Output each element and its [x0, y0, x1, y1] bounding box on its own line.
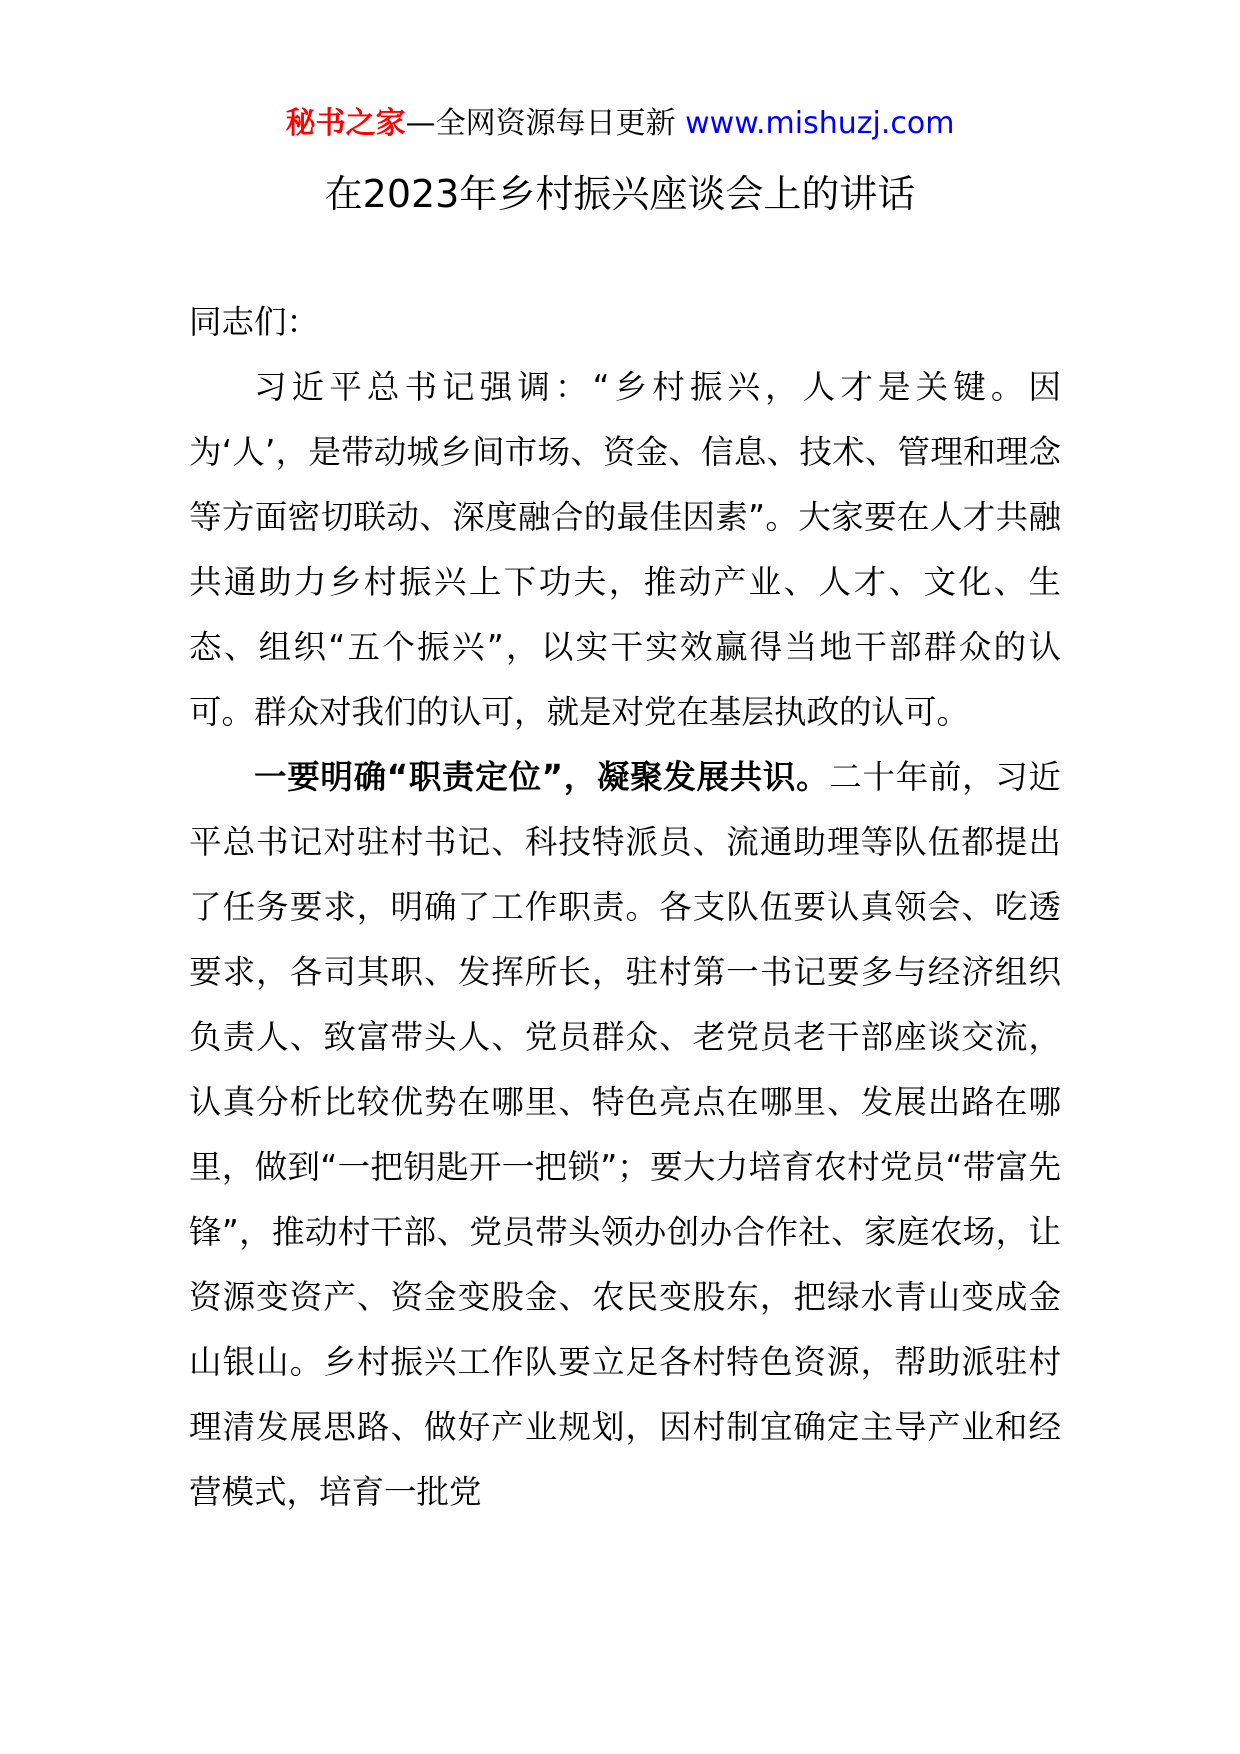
document-title: 在2023年乡村振兴座谈会上的讲话 [324, 172, 916, 216]
salutation: 同志们： [189, 303, 320, 341]
paragraph-intro: 习近平总书记强调：“乡村振兴，人才是关键。因为‘人’，是带动城乡间市场、资金、信息、技术、管理和理念等方面密切联动、深度融合的最佳因素”。大家要在人才共融共通助力乡村振兴上下功夫，推动产业、人才、文化、生态、组织“五个振兴”，以实干实效赢得当地干部群众的认可。群众对我们的认可，就是对党在基层执政的认可。 [189, 368, 1061, 731]
paragraph-lead-sentence: 一要明确“职责定位”，凝聚发展共识。 [254, 758, 830, 796]
banner-tagline: —全网资源每日更新 [405, 106, 686, 141]
document-body [189, 290, 1061, 1525]
paragraph-duty-positioning [189, 745, 1061, 1525]
brand-name: 秘书之家 [285, 106, 406, 141]
website-url: www.mishuzj.com [685, 106, 955, 141]
watermark-banner [0, 100, 1240, 148]
paragraph-body-text: 二十年前，习近平总书记对驻村书记、科技特派员、流通助理等队伍都提出了任务要求，明确了工作职责。各支队伍要认真领会、吃透要求，各司其职、发挥所长，驻村第一书记要多与经济组织负责人、致富带头人、党员群众、老党员老干部座谈交流，认真分析比较优势在哪里、特色亮点在哪里、发展出路在哪里，做到“一把钥匙开一把锁”；要大力培育农村党员“带富先锋”，推动村干部、党员带头领办创办合作社、家庭农场，让资源变资产、资金变股金、农民变股东，把绿水青山变成金山银山。乡村振兴工作队要立足各村特色资源，帮助派驻村理清发展思路、做好产业规划，因村制宜确定主导产业和经营模式，培育一批党 [189, 758, 1061, 1511]
